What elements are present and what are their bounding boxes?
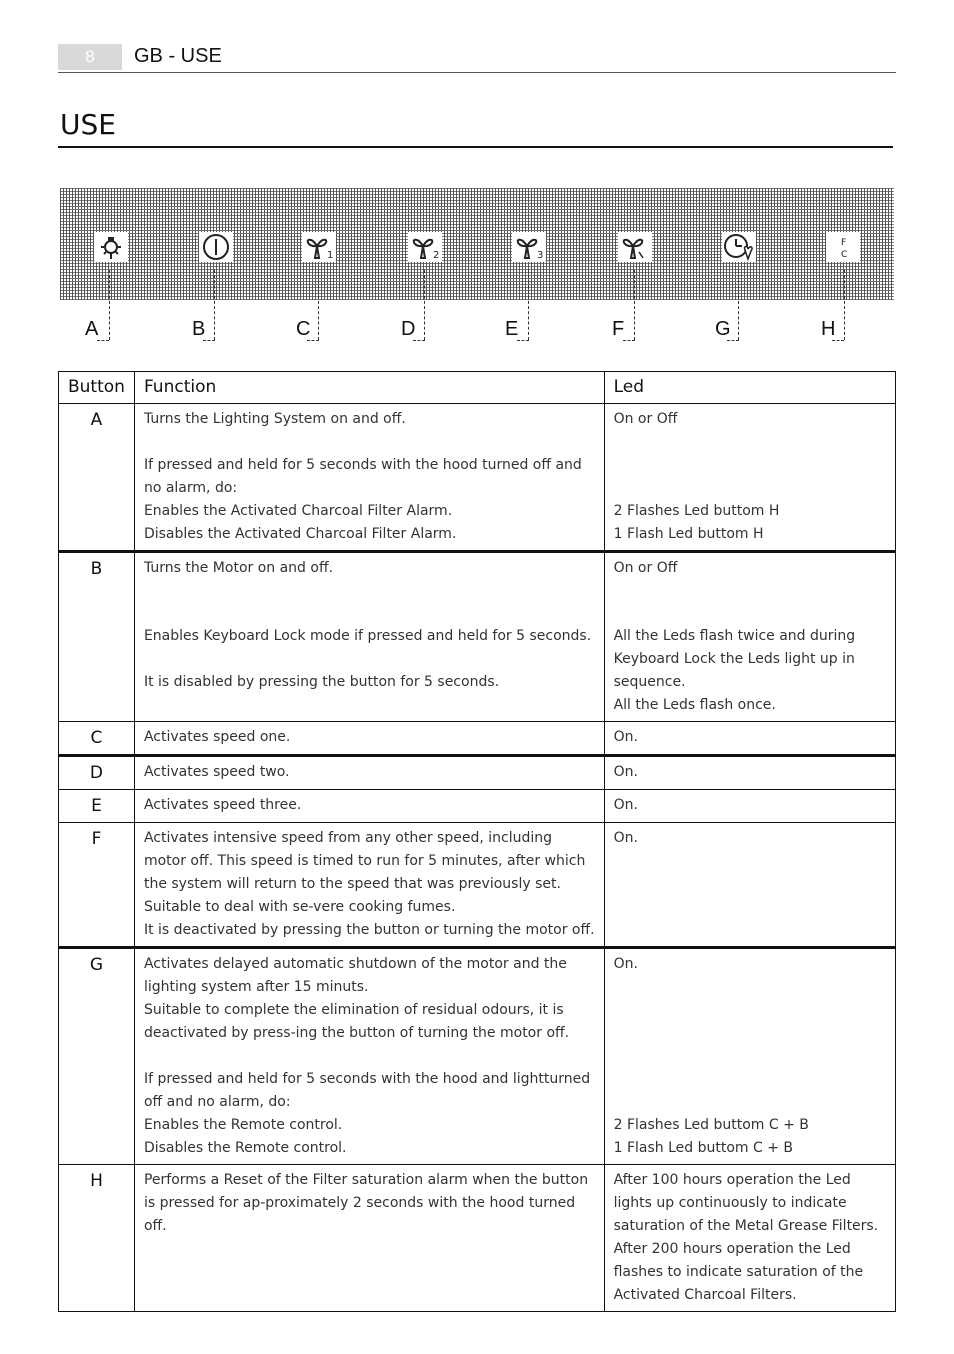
led-line: 2 Flashes Led buttom C + B: [613, 1117, 809, 1133]
led-line: On.: [613, 729, 638, 745]
section-label: GB - USE: [134, 45, 222, 67]
function-cell: [134, 790, 604, 823]
svg-text:3: 3: [537, 250, 544, 261]
callout-letter-a: A: [85, 318, 99, 340]
function-line: [144, 648, 595, 671]
table-row: [59, 404, 896, 552]
function-line: [144, 431, 595, 454]
letter-underline: [203, 340, 215, 341]
table-header-row: [59, 372, 896, 404]
led-line: All the Leds flash once.: [613, 697, 776, 713]
leader-line-c: [318, 270, 319, 340]
led-line: All the Leds flash twice and during Keyboard Lock the Leds light up in sequence.: [613, 628, 856, 690]
letter-underline: [517, 340, 529, 341]
leader-line-d: [424, 270, 425, 340]
led-line: On.: [613, 764, 638, 780]
function-line: [144, 603, 595, 625]
table-row: [59, 756, 896, 790]
function-line: Disables the Remote control.: [143, 1140, 347, 1156]
fan-speed-3-icon: [512, 232, 546, 262]
button-letter-cell: G: [59, 948, 135, 1165]
led-line: 1 Flash Led buttom H: [613, 526, 764, 542]
callout-letter-g: G: [715, 318, 731, 340]
led-line: After 100 hours operation the Led lights up continuously to indicate saturation of the Metal Grease Filters.: [613, 1172, 879, 1234]
fan-speed-1-icon: [302, 232, 336, 262]
function-line: If pressed and held for 5 seconds with the hood turned off and no alarm, do:: [143, 457, 582, 496]
led-line: [614, 1022, 886, 1045]
svg-text:F: F: [841, 238, 847, 248]
callout-letter-e: E: [505, 318, 519, 340]
led-line: 1 Flash Led buttom C + B: [613, 1140, 793, 1156]
leader-line-h: [844, 270, 845, 340]
svg-text:1: 1: [327, 250, 334, 261]
led-cell: [604, 823, 895, 948]
letter-underline: [727, 340, 739, 341]
function-line: Performs a Reset of the Filter saturation alarm when the button is pressed for ap-proximately 2 seconds with the hood turned off.: [143, 1172, 589, 1234]
led-line: [614, 477, 886, 500]
leader-line-e: [528, 270, 529, 340]
button-letter-cell: C: [59, 722, 135, 756]
table-row: [59, 790, 896, 823]
function-line: Activates speed two.: [143, 764, 290, 780]
light-bulb-icon: [94, 232, 128, 262]
function-line: Enables Keyboard Lock mode if pressed and held for 5 seconds.: [143, 628, 592, 644]
leader-line-a: [109, 270, 110, 340]
led-cell: [604, 722, 895, 756]
led-line: On.: [613, 956, 638, 972]
filter-reset-icon: [826, 232, 860, 262]
svg-text:C: C: [841, 250, 848, 260]
led-line: [614, 999, 886, 1022]
function-line: Enables the Activated Charcoal Filter Alarm.: [143, 503, 453, 519]
letter-underline: [413, 340, 425, 341]
table-row: [59, 552, 896, 722]
column-header-led: Led: [604, 372, 895, 404]
power-icon: [199, 232, 233, 262]
title-divider: [58, 146, 893, 148]
table-row: [59, 823, 896, 948]
led-line: [614, 580, 886, 603]
function-cell: [134, 552, 604, 722]
callout-letter-d: D: [401, 318, 416, 340]
function-cell: [134, 756, 604, 790]
function-line: [144, 580, 595, 603]
led-line: [614, 454, 886, 477]
letter-underline: [623, 340, 635, 341]
led-line: [614, 603, 886, 625]
function-cell: [134, 823, 604, 948]
led-cell: [604, 790, 895, 823]
leader-line-f: [634, 270, 635, 340]
function-line: Activates delayed automatic shutdown of the motor and the lighting system after 15 minuts.: [143, 956, 567, 995]
leader-line-g: [738, 270, 739, 340]
function-line: It is deactivated by pressing the button or turning the motor off.: [143, 922, 595, 938]
button-letter-cell: D: [59, 756, 135, 790]
column-header-function: Function: [134, 372, 604, 404]
led-line: [614, 976, 886, 999]
led-line: [614, 431, 886, 454]
function-line: Activates speed one.: [143, 729, 291, 745]
led-cell: [604, 404, 895, 552]
led-cell: [604, 756, 895, 790]
fan-intensive-icon: [618, 232, 652, 262]
led-line: [614, 1068, 886, 1091]
led-cell: [604, 1165, 895, 1312]
function-line: If pressed and held for 5 seconds with the hood and lightturned off and no alarm, do:: [143, 1071, 591, 1110]
led-line: After 200 hours operation the Led flashes to indicate saturation of the Activated Charcoal Filters.: [613, 1241, 864, 1303]
function-line: Turns the Motor on and off.: [143, 560, 334, 576]
button-letter-cell: E: [59, 790, 135, 823]
led-line: [614, 1091, 886, 1114]
function-line: Disables the Activated Charcoal Filter Alarm.: [143, 526, 457, 542]
callout-letter-f: F: [612, 318, 625, 340]
page-header: [58, 44, 896, 73]
control-panel-illustration: [60, 188, 894, 300]
led-line: 2 Flashes Led buttom H: [613, 503, 780, 519]
button-letter-cell: H: [59, 1165, 135, 1312]
function-line: Activates intensive speed from any other speed, including motor off. This speed is timed to run for 5 minutes, after which the system will return to the speed that was previously set. Suitable to deal with se-vere cooking fumes.: [143, 830, 586, 915]
led-line: On.: [613, 797, 638, 813]
letter-underline: [307, 340, 319, 341]
function-cell: [134, 722, 604, 756]
page-number: 8: [58, 44, 122, 70]
table-row: [59, 1165, 896, 1312]
function-line: Suitable to complete the elimination of residual odours, it is deactivated by press-ing the button of turning the motor off.: [143, 1002, 570, 1041]
table-row: [59, 948, 896, 1165]
column-header-button: Button: [59, 372, 135, 404]
callout-letter-c: C: [296, 318, 311, 340]
function-line: [144, 1045, 595, 1068]
led-cell: [604, 948, 895, 1165]
function-line: It is disabled by pressing the button for 5 seconds.: [143, 674, 500, 690]
led-line: On or Off: [613, 560, 678, 576]
page-title: USE: [60, 108, 116, 141]
table-row: [59, 722, 896, 756]
led-line: On.: [613, 830, 638, 846]
led-line: On or Off: [613, 411, 678, 427]
button-letter-cell: B: [59, 552, 135, 722]
leader-line-b: [214, 270, 215, 340]
callout-letter-h: H: [821, 318, 836, 340]
function-cell: [134, 404, 604, 552]
timer-fan-icon: [722, 232, 756, 262]
function-cell: [134, 948, 604, 1165]
led-cell: [604, 552, 895, 722]
function-line: Turns the Lighting System on and off.: [143, 411, 406, 427]
svg-text:2: 2: [433, 250, 440, 261]
button-letter-cell: A: [59, 404, 135, 552]
function-line: Enables the Remote control.: [143, 1117, 343, 1133]
letter-underline: [832, 340, 844, 341]
callout-letter-b: B: [192, 318, 206, 340]
led-line: [614, 1045, 886, 1068]
function-cell: [134, 1165, 604, 1312]
function-line: Activates speed three.: [143, 797, 302, 813]
button-letter-cell: F: [59, 823, 135, 948]
button-function-table: [58, 371, 896, 1312]
fan-speed-2-icon: [408, 232, 442, 262]
letter-underline: [97, 340, 109, 341]
